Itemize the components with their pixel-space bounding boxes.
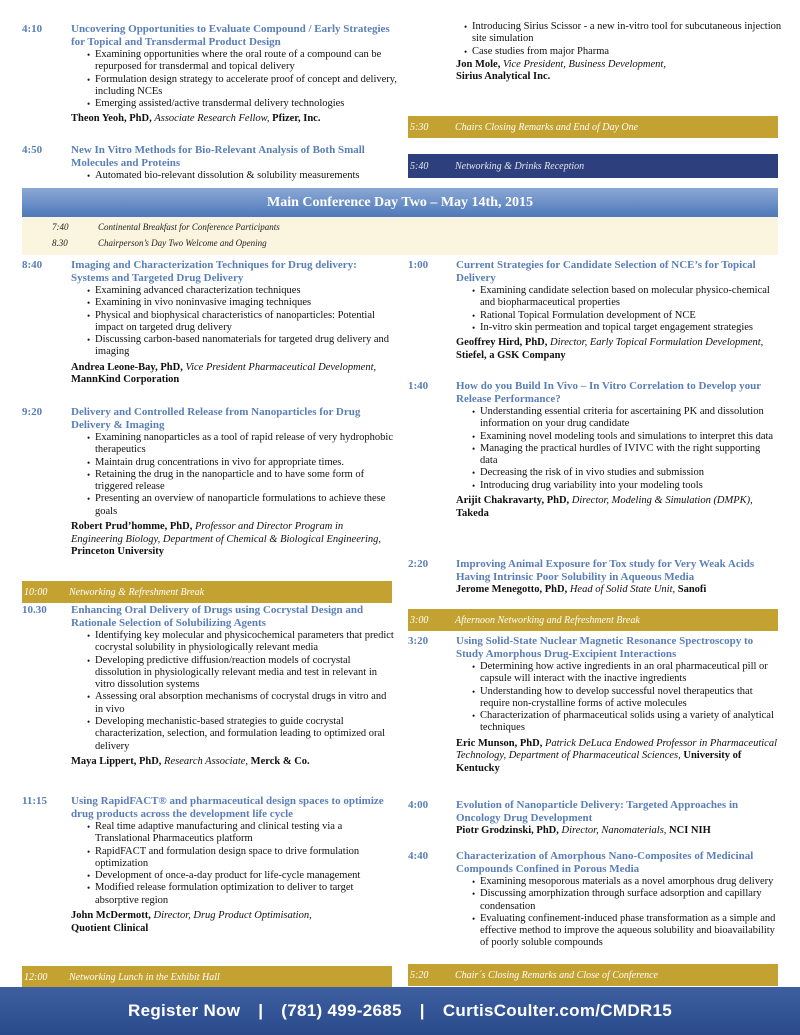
bullet: • Decreasing the risk of in vivo studies and submission [472,467,780,479]
speaker: Jerome Menegotto, PhD, Head of Solid State Unit, Sanofi [456,584,707,595]
session-3-20 [408,635,780,775]
bullet: • Determining how active ingredients in an oral pharmaceutical pill or capsule will interact with the inactive ingredients [472,661,780,686]
bullet: • Maintain drug concentrations in vivo for appropriate times. [87,457,397,469]
session-1-00 [408,259,780,362]
bar-time: 12:00 [24,971,48,983]
bullet: • Modified release formulation optimization to deliver to target absorptive region [87,882,397,907]
session-time: 1:40 [408,380,429,392]
session-time: 4:00 [408,799,429,811]
break-bar-3-00 [408,609,778,631]
session-title: Evolution of Nanoparticle Delivery: Targeted Approaches in Oncology Drug Development [456,799,739,824]
session-time: 8:40 [22,259,43,271]
bullet: • Examining nanoparticles as a tool of rapid release of very hydrophobic therapeutics [87,432,397,457]
bullet: • In-vitro skin permeation and topical target engagement strategies [472,322,780,334]
bullet: • Examining candidate selection based on molecular physico-chemical and biopharmaceutical properties [472,285,780,310]
phone-number[interactable]: (781) 499-2685 [281,1001,402,1020]
bullet: • Case studies from major Pharma [464,46,786,58]
bullet: • Managing the practical hurdles of IVIVC with the right supporting data [472,443,780,468]
bullet: • Understanding essential criteria for ascertaining PK and dissolution information on your drug candidate [472,406,780,431]
speaker: Arijit Chakravarty, PhD, Director, Modeling & Simulation (DMPK), Takeda [456,495,753,519]
session-8-40 [22,259,397,387]
bullet: • Examining in vivo noninvasive imaging techniques [87,297,397,309]
bullet: • Discussing carbon-based nanomaterials for targeted drug delivery and imaging [87,334,397,359]
speaker: Theon Yeoh, PhD, Associate Research Fellow, Pfizer, Inc. [71,113,321,125]
session-4-00 [408,799,780,838]
break-bar-5-30 [408,116,778,138]
separator: | [258,1001,264,1020]
speaker: Andrea Leone-Bay, PhD, Vice President Pharmaceutical Development, MannKind Corporation [71,361,377,386]
website-link[interactable]: CurtisCoulter.com/CMDR15 [442,1001,672,1020]
bullet: • Examining opportunities where the oral route of a compound can be repurposed for transdermal and topical delivery [87,49,397,74]
bullet: • RapidFACT and formulation design space to drive formulation optimization [87,846,397,871]
bullet: • Characterization of pharmaceutical solids using a variety of analytical techniques [472,710,780,735]
bullet: • Understanding how to develop successful novel therapeutics that require non-crystalline forms of active molecules [472,686,780,711]
session-1-40 [408,380,780,520]
bullet: • Examining mesoporous materials as a novel amorphous drug delivery [472,876,780,888]
morning-schedule [22,217,778,255]
session-time: 2:20 [408,558,429,570]
bullet: • Introducing Sirius Scissor - a new in-vitro tool for subcutaneous injection site simulation [464,21,786,46]
session-title: Using RapidFACT® and pharmaceutical design spaces to optimize drug products across the development life cycle [71,795,384,820]
bar-time: 3:00 [410,614,429,626]
bullet: • Examining advanced characterization techniques [87,285,397,297]
session-4-40 [408,850,780,950]
speaker: Robert Prud’homme, PhD, Professor and Director Program in Engineering Biology, Department of Chemical & Biological Engineering, Princeton University [71,521,381,558]
separator: | [419,1001,425,1020]
bar-label: Chair´s Closing Remarks and Close of Conference [455,969,658,981]
bullet: • Rational Topical Formulation development of NCE [472,310,780,322]
bullet: • Assessing oral absorption mechanisms of cocrystal drugs in vitro and in vivo [87,691,397,716]
session-continued [456,20,786,84]
bar-label: Chairs Closing Remarks and End of Day One [455,121,639,133]
closing-bar-5-20 [408,964,778,986]
session-time: 9:20 [22,406,43,418]
bar-label: Networking Lunch in the Exhibit Hall [69,971,220,983]
day-two-heading: Main Conference Day Two – May 14th, 2015 [22,188,778,217]
speaker: Maya Lippert, PhD, Research Associate, Merck & Co. [71,755,310,767]
bullet: • Examining novel modeling tools and simulations to interpret this data [472,431,780,443]
session-title: Using Solid-State Nuclear Magnetic Resonance Spectroscopy to Study Amorphous Drug-Excipient Interactions [456,635,754,660]
session-title: How do you Build In Vivo – In Vitro Correlation to Develop your Release Performance? [456,380,761,405]
session-title: Characterization of Amorphous Nano-Composites of Medicinal Compounds Confined in Porous Media [456,850,754,875]
register-link[interactable]: Register Now [128,1001,241,1020]
session-4-10 [22,23,397,126]
session-title: Uncovering Opportunities to Evaluate Compound / Early Strategies for Topical and Transdermal Product Design [71,23,390,48]
bullet: • Physical and biophysical characteristics of nanoparticles: Potential impact on targeted drug delivery [87,310,397,335]
session-time: 4:50 [22,144,43,156]
session-time: 11:15 [22,795,48,807]
session-time: 1:00 [408,259,429,271]
bar-label: Networking & Refreshment Break [69,586,205,598]
session-title: New In Vitro Methods for Bio-Relevant Analysis of Both Small Molecules and Proteins [71,144,365,169]
session-title: Imaging and Characterization Techniques for Drug delivery: Systems and Targeted Drug Delivery [71,259,357,284]
session-time: 3:20 [408,635,429,647]
session-title: Enhancing Oral Delivery of Drugs using Cocrystal Design and Rationale Selection of Solubilizing Agents [71,604,364,629]
bullet: • Developing predictive diffusion/reaction models of cocrystal dissolution in physiologically relevant media and test in relevant in vitro dissolution systems [87,655,397,692]
bullet: • Retaining the drug in the nanoparticle and to have some form of triggered release [87,469,397,494]
bar-time: 5:20 [410,969,429,981]
session-10-30 [22,604,397,768]
session-time: 10.30 [22,604,47,616]
bullet: • Developing mechanistic-based strategies to guide cocrystal characterization, selection, and formulation leading to optimized oral delivery [87,716,397,753]
session-time: 4:40 [408,850,429,862]
schedule-row: 8.30 Chairperson’s Day Two Welcome and Opening [52,238,267,248]
schedule-row: 7:40 Continental Breakfast for Conference Participants [52,222,280,232]
session-title: Current Strategies for Candidate Selection of NCE’s for Topical Delivery [456,259,756,284]
speaker: John McDermott, Director, Drug Product Optimisation, Quotient Clinical [71,910,312,934]
bar-time: 10:00 [24,586,48,598]
speaker: Piotr Grodzinski, PhD, Director, Nanomaterials, NCI NIH [456,825,711,836]
session-title: Improving Animal Exposure for Tox study for Very Weak Acids Having Intrinsic Poor Solubility in Aqueous Media [456,558,755,583]
bullet: • Identifying key molecular and physicochemical parameters that predict cocrystal solubility in physiologically relevant media [87,630,397,655]
bar-label: Afternoon Networking and Refreshment Break [455,614,640,626]
bullet: • Presenting an overview of nanoparticle formulations to achieve these goals [87,493,397,518]
bar-time: 5:30 [410,121,429,133]
bar-label: Networking & Drinks Reception [455,160,585,172]
session-4-50 [22,144,397,182]
bullet: • Emerging assisted/active transdermal delivery technologies [87,98,397,110]
speaker: Geoffrey Hird, PhD, Director, Early Topical Formulation Development, Stiefel, a GSK Company [456,337,764,361]
bullet: • Formulation design strategy to accelerate proof of concept and delivery, including NCEs [87,74,397,99]
bullet: • Automated bio-relevant dissolution & solubility measurements [87,170,397,182]
bullet: • Development of once-a-day product for life-cycle management [87,870,397,882]
session-9-20 [22,406,397,559]
break-bar-10-00 [22,581,392,603]
bullet: • Real time adaptive manufacturing and clinical testing via a Translational Pharmaceutics platform [87,821,397,846]
bar-time: 5:40 [410,160,429,172]
session-time: 4:10 [22,23,43,35]
register-footer [0,987,800,1035]
lunch-bar-12-00 [22,966,392,988]
bullet: • Evaluating confinement-induced phase transformation as a simple and effective method to improve the aqueous solubility and bioavailability of poorly soluble compounds [472,913,780,950]
session-11-15 [22,795,397,935]
speaker: Jon Mole, Vice President, Business Development, Sirius Analytical Inc. [456,58,666,83]
session-title: Delivery and Controlled Release from Nanoparticles for Drug Delivery & Imaging [71,406,361,431]
bullet: • Discussing amorphization through surface adsorption and capillary condensation [472,888,780,913]
bullet: • Introducing drug variability into your modeling tools [472,480,780,492]
speaker: Eric Munson, PhD, Patrick DeLuca Endowed Professor in Pharmaceutical Technology, Department of Pharmaceutical Sciences, University of Kentucky [456,737,777,774]
session-2-20 [408,558,780,597]
reception-bar-5-40 [408,154,778,178]
